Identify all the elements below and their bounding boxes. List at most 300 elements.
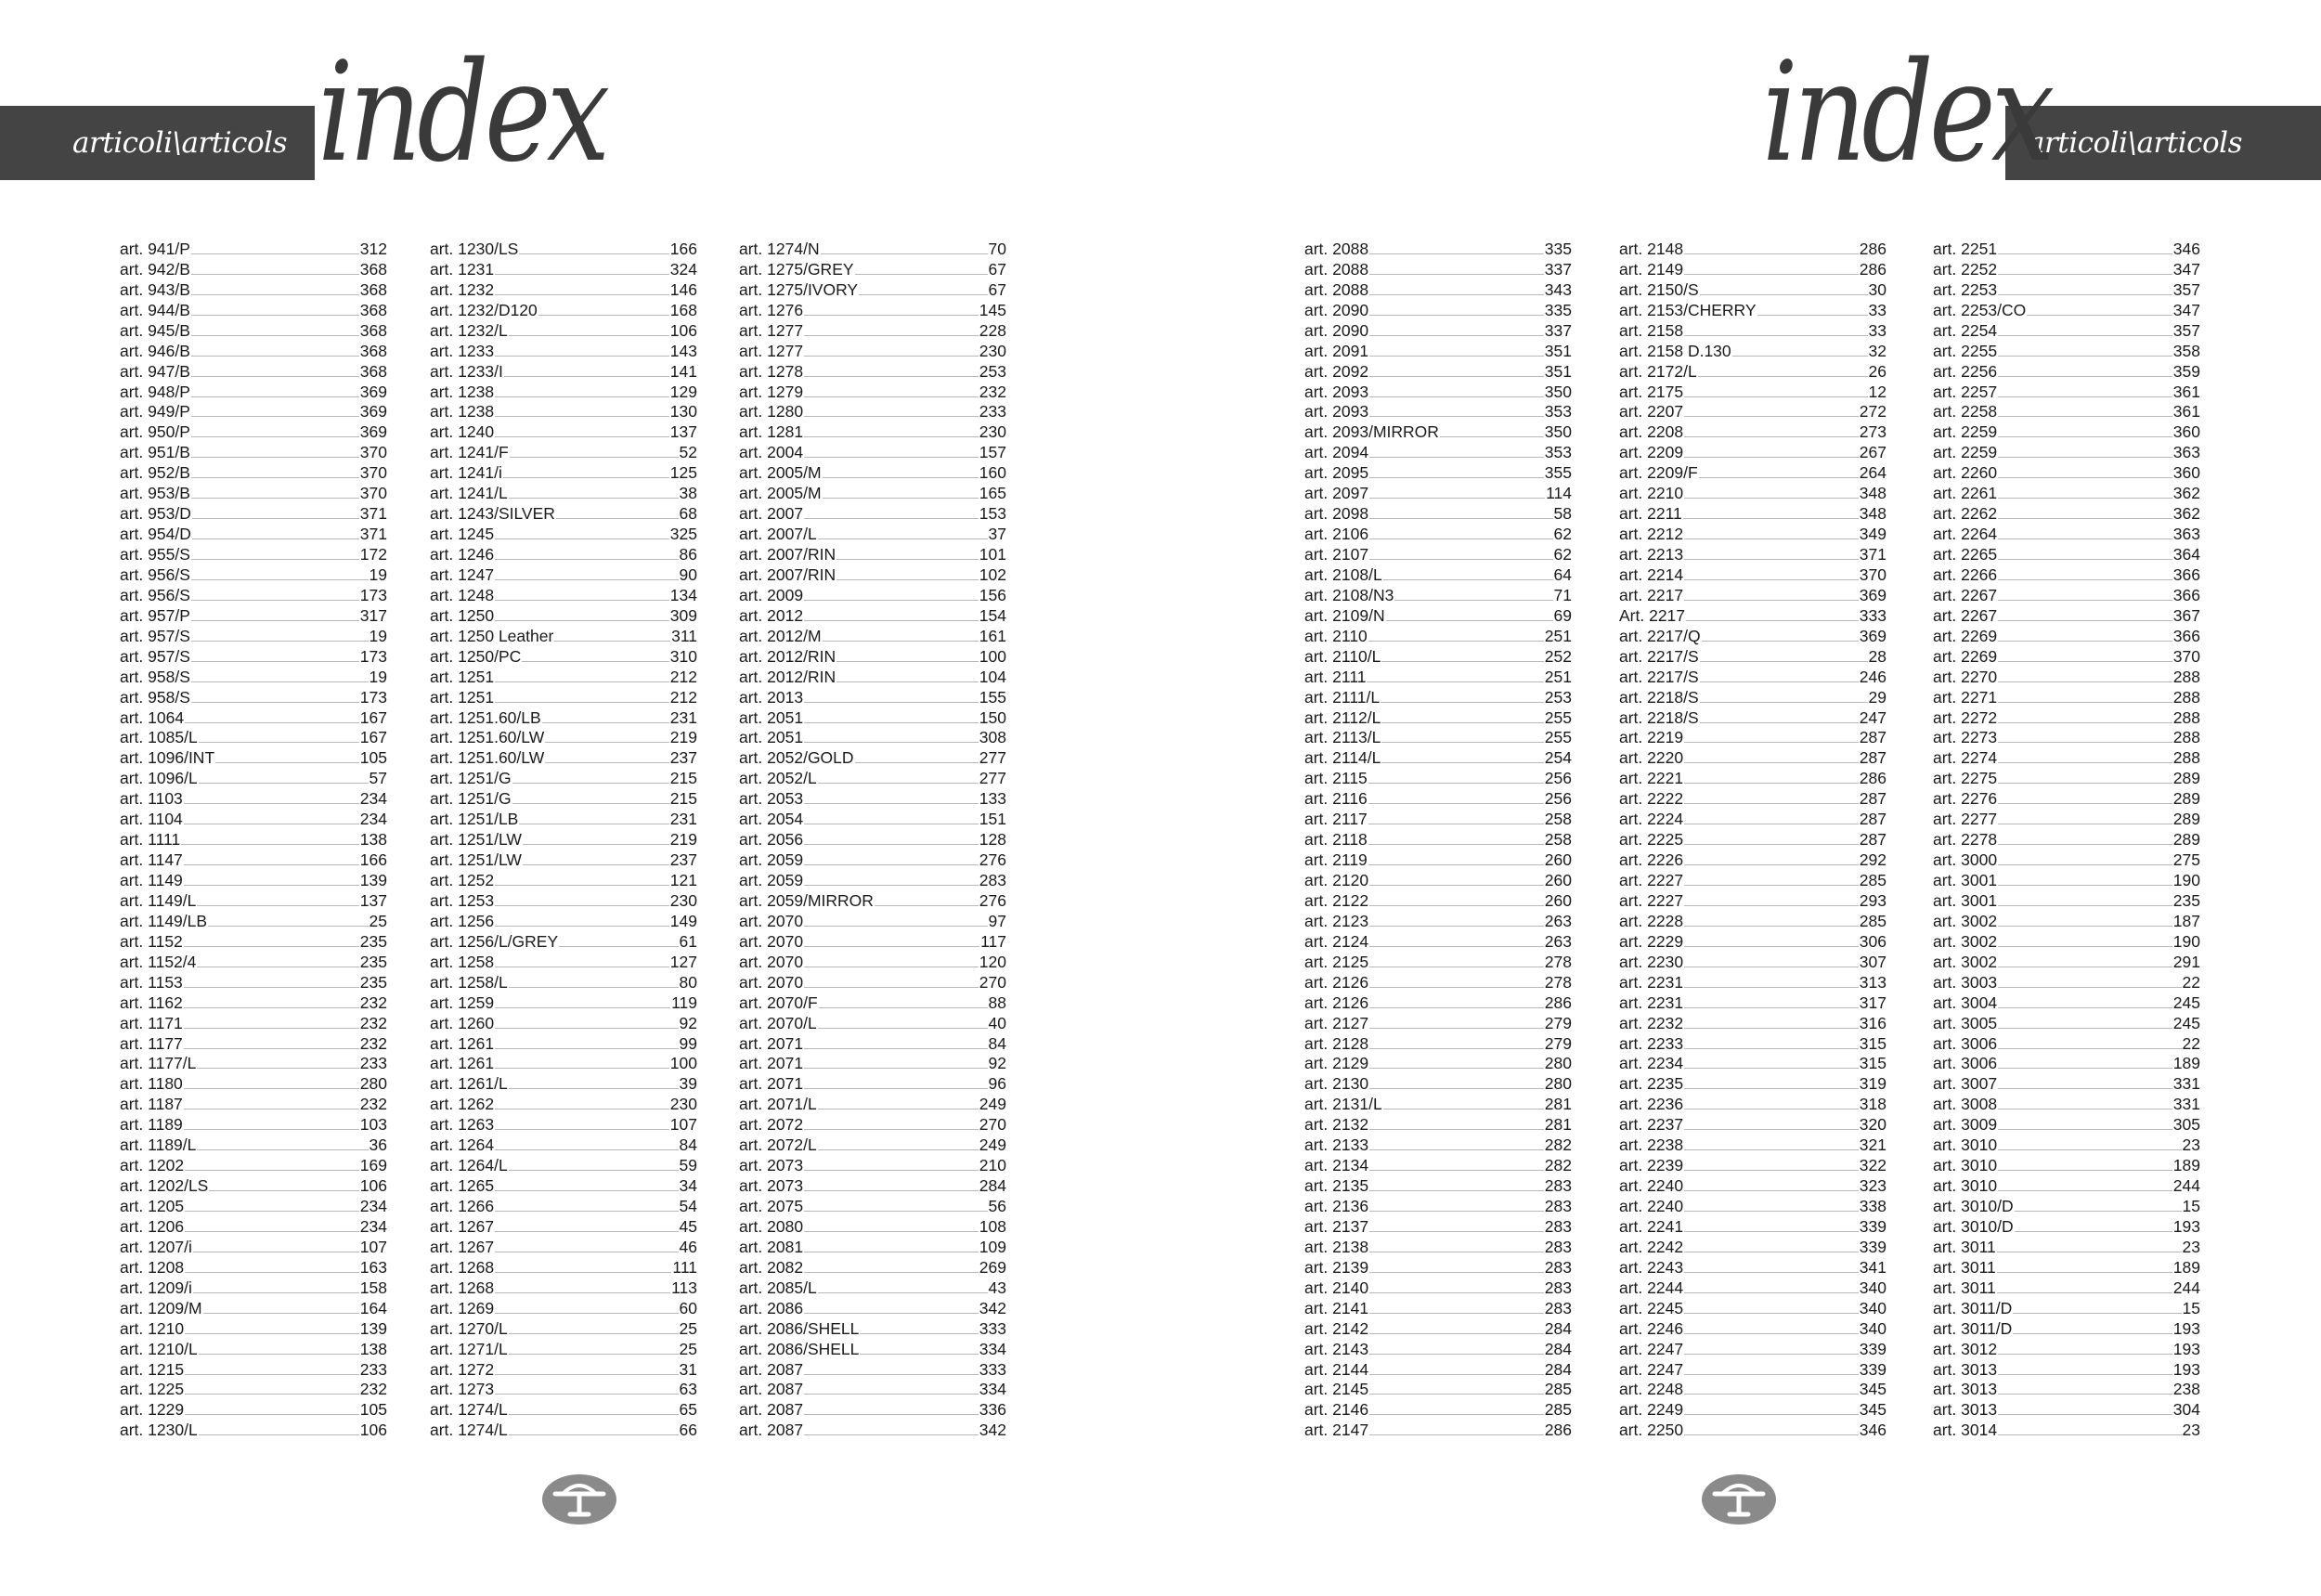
dotted-leader bbox=[804, 376, 979, 377]
dotted-leader bbox=[1368, 864, 1544, 865]
dotted-leader bbox=[1369, 905, 1544, 906]
index-entry bbox=[1933, 319, 2200, 340]
dotted-leader bbox=[184, 1088, 359, 1089]
page-number: 253 bbox=[1544, 687, 1572, 707]
index-title: index bbox=[1762, 32, 2051, 192]
page-number: 360 bbox=[2172, 463, 2200, 483]
index-entry bbox=[1933, 1012, 2200, 1032]
article-code: art. 2278 bbox=[1933, 830, 1998, 850]
article-code: art. 1177/L bbox=[120, 1054, 197, 1073]
page-number: 340 bbox=[1859, 1278, 1887, 1297]
article-code: art. 3013 bbox=[1933, 1359, 1998, 1379]
dotted-leader bbox=[804, 1068, 987, 1069]
index-entry bbox=[739, 543, 1006, 564]
index-entry bbox=[1619, 1317, 1887, 1338]
dotted-leader bbox=[1998, 742, 2172, 743]
dotted-leader bbox=[1369, 1088, 1544, 1089]
page-number: 306 bbox=[1859, 931, 1887, 951]
index-entry bbox=[1933, 707, 2200, 727]
dotted-leader bbox=[1381, 742, 1543, 743]
index-entry bbox=[1619, 461, 1887, 482]
page-number: 58 bbox=[1553, 504, 1572, 524]
article-code: art. 2144 bbox=[1304, 1359, 1369, 1379]
page-number: 234 bbox=[359, 789, 387, 809]
index-entry bbox=[1304, 971, 1572, 992]
page-number: 270 bbox=[979, 1115, 1006, 1135]
page-number: 22 bbox=[2182, 1033, 2200, 1053]
article-code: art. 1269 bbox=[430, 1298, 495, 1317]
dotted-leader bbox=[1998, 416, 2172, 417]
article-code: art. 2132 bbox=[1304, 1115, 1369, 1135]
dotted-leader bbox=[191, 661, 359, 662]
dotted-leader bbox=[495, 1129, 669, 1130]
page-number: 272 bbox=[1859, 402, 1887, 422]
index-entry bbox=[1933, 1195, 2200, 1215]
dotted-leader bbox=[1684, 1434, 1859, 1435]
page-number: 88 bbox=[988, 993, 1006, 1012]
article-code: art. 2012/RIN bbox=[739, 667, 836, 686]
page-number: 245 bbox=[2172, 993, 2200, 1012]
article-code: art. 2072/L bbox=[739, 1135, 817, 1155]
article-code: art. 1279 bbox=[739, 382, 804, 401]
article-code: art. 3011 bbox=[1933, 1278, 1996, 1297]
article-code: art. 2227 bbox=[1619, 890, 1684, 910]
page-number: 137 bbox=[669, 422, 697, 442]
page-number: 315 bbox=[1859, 1054, 1887, 1073]
page-number: 321 bbox=[1859, 1135, 1887, 1155]
dotted-leader bbox=[1998, 477, 2172, 478]
article-code: art. 2113/L bbox=[1304, 728, 1381, 747]
article-code: art. 2092 bbox=[1304, 361, 1369, 381]
article-code: art. 1241/F bbox=[430, 443, 509, 462]
page-number: 287 bbox=[1859, 810, 1887, 829]
page-number: 31 bbox=[679, 1359, 697, 1379]
index-entry bbox=[120, 1338, 387, 1358]
article-code: art. 2231 bbox=[1619, 993, 1684, 1012]
article-code: art. 2111 bbox=[1304, 667, 1367, 686]
page-number: 245 bbox=[2172, 1013, 2200, 1032]
page-number: 276 bbox=[979, 850, 1006, 870]
dotted-leader bbox=[1998, 844, 2172, 845]
page-number: 114 bbox=[1546, 484, 1572, 503]
index-entry bbox=[1933, 1032, 2200, 1053]
dotted-leader bbox=[804, 416, 979, 417]
article-code: art. 2124 bbox=[1304, 931, 1369, 951]
dotted-leader bbox=[1686, 620, 1859, 621]
article-code: art. 2251 bbox=[1933, 239, 1998, 258]
dotted-leader bbox=[1998, 864, 2172, 865]
index-entry bbox=[1933, 666, 2200, 686]
index-entry bbox=[1619, 849, 1887, 869]
dotted-leader bbox=[495, 1028, 678, 1029]
page-number: 335 bbox=[1544, 300, 1572, 319]
article-code: art. 3007 bbox=[1933, 1074, 1998, 1094]
article-code: art. 2265 bbox=[1933, 545, 1998, 564]
dotted-leader bbox=[1998, 620, 2172, 621]
article-code: art. 955/S bbox=[120, 545, 190, 564]
index-entry bbox=[120, 992, 387, 1012]
page-number: 286 bbox=[1859, 769, 1887, 788]
page-number: 366 bbox=[2172, 585, 2200, 604]
index-entry bbox=[430, 564, 697, 584]
dotted-leader bbox=[818, 1292, 988, 1293]
index-entry bbox=[120, 238, 387, 258]
page-number: 46 bbox=[679, 1237, 697, 1256]
index-entry bbox=[739, 727, 1006, 747]
page-number: 168 bbox=[669, 300, 697, 319]
dotted-leader bbox=[836, 579, 979, 580]
dotted-leader bbox=[818, 1149, 979, 1150]
index-entry bbox=[739, 1277, 1006, 1297]
dotted-leader bbox=[495, 926, 669, 927]
article-code: art. 2238 bbox=[1619, 1135, 1684, 1155]
page-number: 33 bbox=[1868, 320, 1887, 340]
dotted-leader bbox=[1369, 356, 1544, 357]
dotted-leader bbox=[1369, 1414, 1544, 1415]
index-entry bbox=[430, 992, 697, 1012]
index-entry bbox=[1619, 1093, 1887, 1113]
dotted-leader bbox=[1368, 803, 1544, 804]
page-number: 370 bbox=[359, 463, 387, 483]
dotted-leader bbox=[1998, 987, 2181, 988]
article-code: art. 3004 bbox=[1933, 993, 1998, 1012]
article-code: art. 1251.60/LW bbox=[430, 728, 545, 747]
dotted-leader bbox=[1998, 294, 2172, 295]
page-number: 284 bbox=[1544, 1318, 1572, 1338]
article-code: art. 1251/G bbox=[430, 789, 512, 809]
index-entry bbox=[1304, 360, 1572, 381]
index-entry bbox=[1619, 971, 1887, 992]
article-code: art. 1202/LS bbox=[120, 1176, 209, 1196]
dotted-leader bbox=[1369, 1048, 1544, 1049]
dotted-leader bbox=[495, 1190, 678, 1191]
page-number: 283 bbox=[1544, 1176, 1572, 1196]
page-number: 288 bbox=[2172, 687, 2200, 707]
dotted-leader bbox=[1368, 844, 1544, 845]
article-code: art. 2070 bbox=[739, 972, 804, 992]
page-number: 260 bbox=[1544, 890, 1572, 910]
page-number: 318 bbox=[1859, 1095, 1887, 1114]
article-code: art. 1233 bbox=[430, 341, 495, 360]
index-entry bbox=[739, 1236, 1006, 1256]
page-number: 63 bbox=[679, 1380, 697, 1399]
dotted-leader bbox=[1998, 783, 2172, 784]
page-number: 23 bbox=[2182, 1135, 2200, 1155]
index-entry bbox=[1304, 992, 1572, 1012]
page-number: 283 bbox=[1544, 1278, 1572, 1297]
index-entry bbox=[1933, 1134, 2200, 1154]
page-number: 337 bbox=[1544, 320, 1572, 340]
dotted-leader bbox=[1998, 559, 2172, 560]
dotted-leader bbox=[184, 803, 359, 804]
dotted-leader bbox=[1383, 579, 1553, 580]
article-code: art. 2133 bbox=[1304, 1135, 1369, 1155]
page-number: 369 bbox=[359, 402, 387, 422]
dotted-leader bbox=[1368, 783, 1544, 784]
page-number: 284 bbox=[1544, 1359, 1572, 1379]
dotted-leader bbox=[209, 1190, 358, 1191]
page-number: 277 bbox=[979, 748, 1006, 768]
index-entry bbox=[430, 930, 697, 951]
index-entry bbox=[1619, 1236, 1887, 1256]
index-entry bbox=[430, 727, 697, 747]
page-number: 363 bbox=[2172, 443, 2200, 462]
article-code: art. 1256 bbox=[430, 911, 495, 930]
article-code: art. 2236 bbox=[1619, 1095, 1684, 1114]
page-number: 369 bbox=[359, 382, 387, 401]
article-code: art. 1149 bbox=[120, 871, 183, 889]
index-entry bbox=[120, 584, 387, 604]
article-code: art. 2272 bbox=[1933, 707, 1998, 727]
article-code: art. 1240 bbox=[430, 422, 495, 442]
index-entry bbox=[1619, 1419, 1887, 1439]
index-entry bbox=[1933, 441, 2200, 461]
dotted-leader bbox=[1684, 559, 1859, 560]
page-number: 309 bbox=[669, 605, 697, 625]
index-entry bbox=[1304, 1379, 1572, 1399]
page-number: 231 bbox=[669, 707, 697, 727]
article-code: art. 2217 bbox=[1619, 585, 1684, 604]
dotted-leader bbox=[1684, 783, 1859, 784]
page-number: 23 bbox=[2182, 1237, 2200, 1256]
article-code: art. 2261 bbox=[1933, 484, 1998, 503]
dotted-leader bbox=[823, 498, 979, 499]
index-entry bbox=[1619, 1277, 1887, 1297]
article-code: art. 2230 bbox=[1619, 952, 1684, 971]
dotted-leader bbox=[804, 1272, 979, 1273]
page-number: 71 bbox=[1553, 585, 1572, 604]
page-number: 84 bbox=[988, 1033, 1006, 1053]
dotted-leader bbox=[1684, 864, 1859, 865]
dotted-leader bbox=[509, 987, 679, 988]
dotted-leader bbox=[1700, 661, 1868, 662]
article-code: art. 2004 bbox=[739, 443, 804, 462]
article-code: art. 2087 bbox=[739, 1421, 804, 1440]
index-entry bbox=[1933, 461, 2200, 482]
article-code: art. 1258 bbox=[430, 952, 495, 971]
page-number: 346 bbox=[2172, 239, 2200, 258]
article-code: art. 2122 bbox=[1304, 890, 1369, 910]
index-entry bbox=[739, 1256, 1006, 1277]
page-number: 134 bbox=[669, 585, 697, 604]
dotted-leader bbox=[1369, 559, 1552, 560]
page-number: 70 bbox=[988, 239, 1006, 258]
page-number: 368 bbox=[359, 279, 387, 299]
dotted-leader bbox=[1700, 294, 1868, 295]
dotted-leader bbox=[509, 1414, 679, 1415]
article-code: art. 2219 bbox=[1619, 728, 1684, 747]
page-number: 25 bbox=[369, 911, 387, 930]
page-number: 230 bbox=[979, 341, 1006, 360]
page-number: 345 bbox=[1859, 1380, 1887, 1399]
index-entry bbox=[1933, 746, 2200, 767]
page-number: 139 bbox=[359, 1318, 387, 1338]
dotted-leader bbox=[495, 681, 669, 682]
page-number: 353 bbox=[1544, 443, 1572, 462]
article-code: art. 2209 bbox=[1619, 443, 1684, 462]
dotted-leader bbox=[191, 356, 359, 357]
dotted-leader bbox=[1998, 1354, 2172, 1355]
article-code: art. 2225 bbox=[1619, 830, 1684, 850]
page-number: 238 bbox=[2172, 1380, 2200, 1399]
index-entry bbox=[430, 340, 697, 360]
article-code: art. 2118 bbox=[1304, 830, 1368, 850]
dotted-leader bbox=[1998, 722, 2172, 723]
index-entry bbox=[1933, 258, 2200, 279]
dotted-leader bbox=[1369, 477, 1544, 478]
page-number: 293 bbox=[1859, 890, 1887, 910]
dotted-leader bbox=[1998, 641, 2172, 642]
article-code: art. 2235 bbox=[1619, 1074, 1684, 1094]
page-number: 322 bbox=[1859, 1156, 1887, 1175]
index-entry bbox=[1933, 869, 2200, 889]
page-number: 280 bbox=[359, 1074, 387, 1094]
index-entry bbox=[1619, 319, 1887, 340]
dotted-leader bbox=[184, 885, 359, 886]
dotted-leader bbox=[804, 396, 979, 397]
dotted-leader bbox=[1998, 803, 2172, 804]
index-entry bbox=[1619, 707, 1887, 727]
article-code: art. 2247 bbox=[1619, 1359, 1684, 1379]
article-code: art. 1271/L bbox=[430, 1339, 508, 1358]
page-number: 339 bbox=[1859, 1216, 1887, 1236]
index-entry bbox=[739, 645, 1006, 666]
index-entry bbox=[1304, 401, 1572, 422]
index-entry bbox=[430, 238, 697, 258]
page-number: 102 bbox=[979, 564, 1006, 584]
page-number: 121 bbox=[669, 871, 697, 889]
page-number: 283 bbox=[979, 871, 1006, 889]
index-entry bbox=[120, 482, 387, 502]
dotted-leader bbox=[1998, 1048, 2181, 1049]
page-number: 59 bbox=[679, 1156, 697, 1175]
article-code: art. 2059/MIRROR bbox=[739, 890, 874, 910]
index-entry bbox=[120, 461, 387, 482]
index-entry bbox=[120, 787, 387, 808]
page-number: 263 bbox=[1544, 911, 1572, 930]
index-entry bbox=[1619, 910, 1887, 930]
index-entry bbox=[739, 360, 1006, 381]
index-entry bbox=[1304, 1398, 1572, 1419]
article-code: art. 2175 bbox=[1619, 382, 1684, 401]
index-entry bbox=[1619, 889, 1887, 910]
dotted-leader bbox=[191, 274, 359, 275]
index-entry bbox=[739, 604, 1006, 625]
dotted-leader bbox=[1684, 538, 1859, 539]
page-number: 92 bbox=[679, 1013, 697, 1032]
page-number: 279 bbox=[1544, 1033, 1572, 1053]
article-code: art. 2007 bbox=[739, 504, 804, 524]
index-entry bbox=[1619, 238, 1887, 258]
article-code: art. 2112/L bbox=[1304, 707, 1381, 727]
page-number: 343 bbox=[1544, 279, 1572, 299]
page-number: 19 bbox=[369, 667, 387, 686]
index-entry bbox=[1304, 1277, 1572, 1297]
article-code: art. 2146 bbox=[1304, 1400, 1369, 1420]
dotted-leader bbox=[191, 315, 359, 316]
page-number: 368 bbox=[359, 341, 387, 360]
dotted-leader bbox=[191, 620, 359, 621]
index-entry bbox=[430, 869, 697, 889]
index-entry bbox=[120, 299, 387, 319]
article-code: art. 1245 bbox=[430, 525, 495, 544]
page-number: 166 bbox=[669, 239, 697, 258]
header-band bbox=[2005, 106, 2321, 180]
article-code: art. 2107 bbox=[1304, 545, 1369, 564]
index-entry bbox=[1933, 482, 2200, 502]
page-number: 22 bbox=[2182, 972, 2200, 992]
dotted-leader bbox=[855, 274, 988, 275]
page-number: 234 bbox=[359, 810, 387, 829]
article-code: art. 957/S bbox=[120, 646, 190, 666]
index-entry bbox=[430, 502, 697, 523]
index-entry bbox=[430, 1113, 697, 1134]
page-number: 62 bbox=[1553, 525, 1572, 544]
index-entry bbox=[120, 869, 387, 889]
page-number: 317 bbox=[1859, 993, 1887, 1012]
index-entry bbox=[430, 1277, 697, 1297]
article-code: art. 942/B bbox=[120, 259, 190, 279]
dotted-leader bbox=[191, 376, 359, 377]
page-number: 235 bbox=[359, 931, 387, 951]
article-code: art. 2086/SHELL bbox=[739, 1339, 860, 1358]
dotted-leader bbox=[184, 1007, 359, 1008]
index-entry bbox=[120, 319, 387, 340]
page-number: 369 bbox=[1859, 585, 1887, 604]
page-number: 146 bbox=[669, 279, 697, 299]
index-entry bbox=[1619, 401, 1887, 422]
dotted-leader bbox=[181, 844, 359, 845]
page-number: 335 bbox=[1544, 239, 1572, 258]
index-entry bbox=[1619, 381, 1887, 401]
dotted-leader bbox=[1997, 1272, 2172, 1273]
dotted-leader bbox=[804, 1231, 979, 1232]
page-number: 189 bbox=[2172, 1257, 2200, 1277]
page-number: 279 bbox=[1544, 1013, 1572, 1032]
dotted-leader bbox=[1684, 905, 1859, 906]
article-code: art. 2051 bbox=[739, 728, 804, 747]
page-number: 230 bbox=[669, 1095, 697, 1114]
index-entry bbox=[120, 1398, 387, 1419]
dotted-leader bbox=[542, 722, 669, 723]
dotted-leader bbox=[495, 1149, 678, 1150]
index-column bbox=[430, 238, 697, 1439]
article-code: art. 3013 bbox=[1933, 1400, 1998, 1420]
index-entry bbox=[1619, 808, 1887, 828]
article-code: art. 1238 bbox=[430, 382, 495, 401]
index-entry bbox=[430, 828, 697, 849]
dotted-leader bbox=[523, 864, 669, 865]
dotted-leader bbox=[1702, 641, 1859, 642]
page-number: 360 bbox=[2172, 422, 2200, 442]
dotted-leader bbox=[1369, 885, 1544, 886]
dotted-leader bbox=[1757, 315, 1868, 316]
dotted-leader bbox=[1998, 498, 2172, 499]
page-number: 286 bbox=[1544, 1421, 1572, 1440]
index-entry bbox=[430, 401, 697, 422]
dotted-leader bbox=[185, 1231, 359, 1232]
article-code: art. 3002 bbox=[1933, 911, 1998, 930]
article-code: art. 948/P bbox=[120, 382, 190, 401]
dotted-leader bbox=[199, 1434, 359, 1435]
dotted-leader bbox=[495, 600, 669, 601]
page-number: 167 bbox=[359, 707, 387, 727]
index-entry bbox=[1304, 746, 1572, 767]
page-number: 288 bbox=[2172, 667, 2200, 686]
index-entry bbox=[1933, 584, 2200, 604]
page-number: 334 bbox=[979, 1380, 1006, 1399]
page-number: 270 bbox=[979, 972, 1006, 992]
